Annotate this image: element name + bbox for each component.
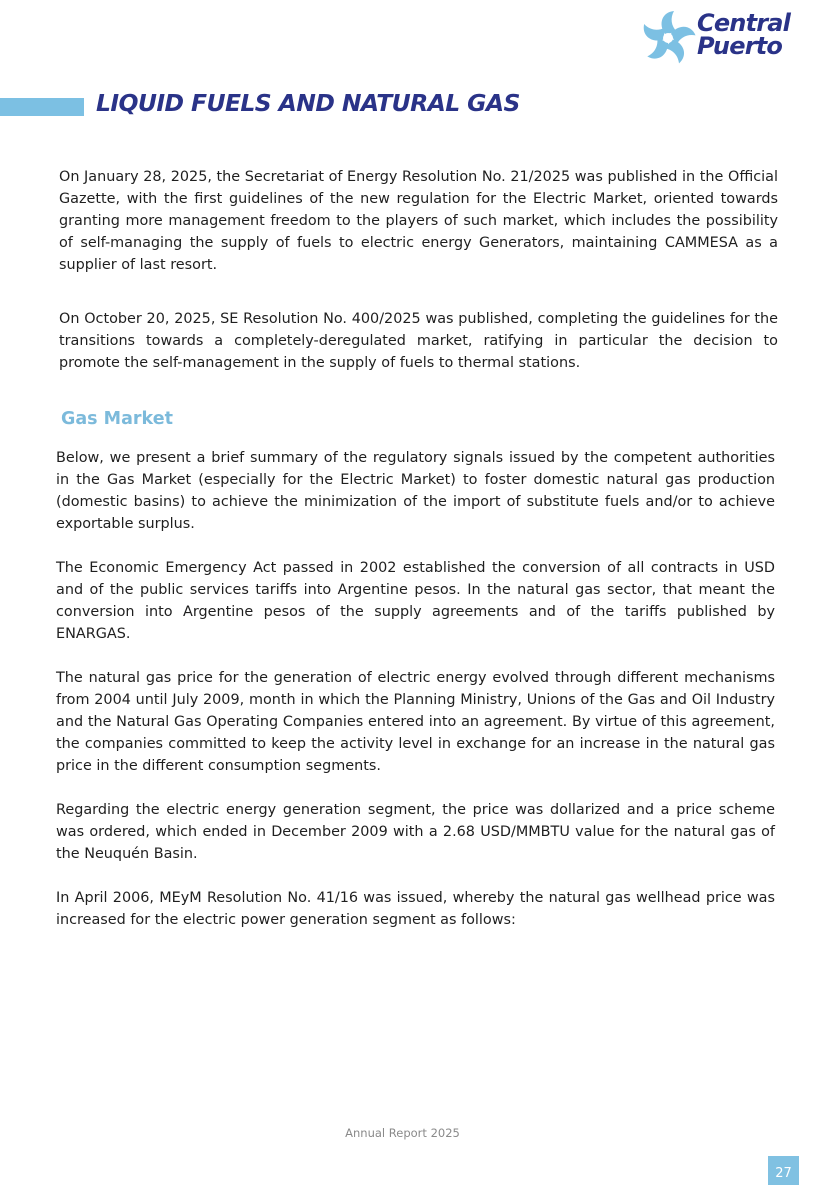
gas-market-paragraph-4: Regarding the electric energy generation segment, the price was dollarized and a price scheme was ordered, which ended in December 2009 with a 2.68 USD/MMBTU value for the natural gas of the Neuquén Basin. (56, 802, 775, 862)
section-title: LIQUID FUELS AND NATURAL GAS (96, 89, 520, 117)
page-number: 27 (768, 1156, 799, 1185)
gas-market-paragraph-3: The natural gas price for the generation of electric energy evolved through different mechanisms from 2004 until July 2009, month in which the Planning Ministry, Unions of the Gas and Oil Industry and the Natural Gas Operating Companies entered into an agreement. By virtue of this agreement, the companies committed to keep the activity level in exchange for an increase in the natural gas price in the different consumption segments. (56, 670, 775, 774)
footer-report-name: Annual Report 2025 (345, 1126, 460, 1140)
intro-paragraph-2: On October 20, 2025, SE Resolution No. 400/2025 was published, completing the guidelines for the transitions towards a completely-deregulated market, ratifying in particular the decision to promote the self-management in the supply of fuels to thermal stations. (59, 311, 778, 371)
brand-line-2: Puerto (697, 32, 783, 60)
title-accent-bar (0, 98, 84, 116)
gas-market-paragraph-5: In April 2006, MEyM Resolution No. 41/16 was issued, whereby the natural gas wellhead price was increased for the electric power generation segment as follows: (56, 890, 775, 928)
brand-name (697, 9, 791, 60)
company-logo (640, 9, 805, 71)
gas-market-heading: Gas Market (61, 409, 173, 429)
gas-market-paragraph-2: The Economic Emergency Act passed in 2002 established the conversion of all contracts in USD and of the public services tariffs into Argentine pesos. In the natural gas sector, that meant the conversion into Argentine pesos of the supply agreements and of the tariffs published by ENARGAS. (56, 560, 775, 642)
pinwheel-icon (640, 9, 696, 67)
intro-paragraph-1: On January 28, 2025, the Secretariat of Energy Resolution No. 21/2025 was published in the Official Gazette, with the first guidelines of the new regulation for the Electric Market, oriented towards granting more management freedom to the players of such market, which includes the possibility of self-managing the supply of fuels to electric energy Generators, maintaining CAMMESA as a supplier of last resort. (59, 169, 778, 273)
gas-market-paragraph-1: Below, we present a brief summary of the regulatory signals issued by the competent authorities in the Gas Market (especially for the Electric Market) to foster domestic natural gas production (domestic basins) to achieve the minimization of the import of substitute fuels and/or to achieve exportable surplus. (56, 450, 775, 532)
brand-line-1: Central (697, 9, 791, 37)
